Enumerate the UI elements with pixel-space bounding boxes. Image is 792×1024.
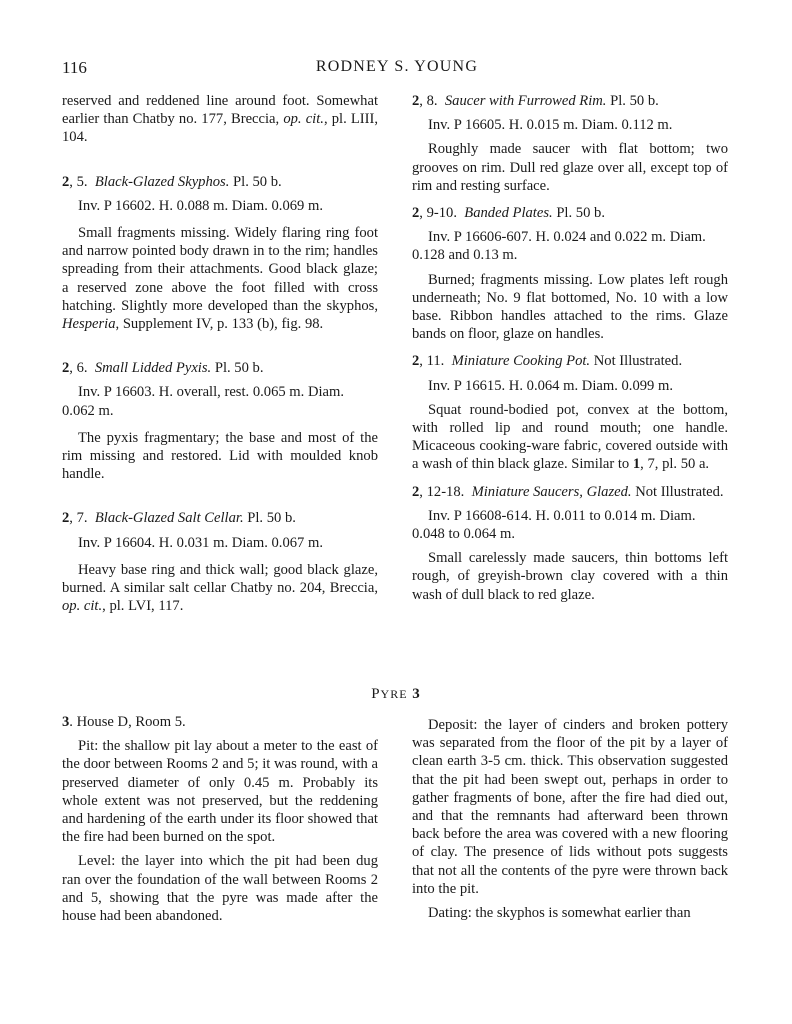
entry-heading-2-11: 2, 11. Miniature Cooking Pot. Not Illustrated. (412, 353, 683, 370)
entry-heading-2-7: 2, 7. Black-Glazed Salt Cellar. Pl. 50 b. (62, 510, 296, 527)
entry-inventory-2-8: Inv. P 16605. H. 0.015 m. Diam. 0.112 m. (428, 117, 673, 134)
left-column (62, 92, 378, 615)
pyre3-right-column (412, 716, 728, 922)
pyre3-location: 3. House D, Room 5. (62, 714, 186, 730)
pyre3-deposit-paragraph: Deposit: the layer of cinders and broken pottery was separated from the floor of the pit by a layer of clean earth 3-5 cm. thick. This observation suggested that the pit had been swept out, perhaps in order to gather fragments of bone, after the fire had died out, and that the remnants had afterward been thrown back before the area was covered with a new flooring of clay. The presence of lids without pots suggests that not all the contents of the pyre were thrown back into the pit. (412, 717, 728, 897)
entry-description-2-5: Small fragments missing. Widely flaring ring foot and narrow pointed body drawn in to the rim; handles spreading from their attachments. Good black glaze; a reserved zone above the foot filled with cross hatching. Slightly more developed than the skyphos, Hesperia, Supplement IV, p. 133 (b), fig. 98. (62, 225, 378, 333)
page-number: 116 (62, 58, 87, 77)
page-header (62, 58, 732, 82)
entry-description-2-9-10: Burned; fragments missing. Low plates left rough underneath; No. 9 flat bottomed, No. 10 with a low base. Ribbon handles attached to the rims. Glaze bands on floor, glaze on handles. (412, 271, 728, 343)
entry-heading-2-9-10: 2, 9-10. Banded Plates. Pl. 50 b. (412, 205, 605, 222)
pyre3-dating-paragraph: Dating: the skyphos is somewhat earlier than (428, 905, 691, 922)
entry-heading-2-12-18: 2, 12-18. Miniature Saucers, Glazed. Not Illustrated. (412, 483, 724, 500)
pyre3-pit-paragraph: Pit: the shallow pit lay about a meter to the east of the door between Rooms 2 and 5; it was round, with a preserved diameter of only 0.45 m. Probably its whole extent was not preserved, but the reddening and hardening of the earth under its floor showed that the fire had been burned on the spot. (62, 738, 378, 846)
entry-description-2-11: Squat round-bodied pot, convex at the bottom, with rolled lip and round mouth; one handle. Micaceous cooking-ware fabric, covered outside with a wash of thin black glaze. Similar to 1, 7, pl. 50 a. (412, 401, 728, 473)
entry-heading-2-5: 2, 5. Black-Glazed Skyphos. Pl. 50 b. (62, 173, 282, 190)
entry-heading-2-8: 2, 8. Saucer with Furrowed Rim. Pl. 50 b. (412, 93, 659, 109)
entry-inventory-2-6: Inv. P 16603. H. overall, rest. 0.065 m. Diam. 0.062 m. (62, 384, 345, 419)
entry-inventory-2-5: Inv. P 16602. H. 0.088 m. Diam. 0.069 m. (78, 197, 323, 214)
continuation-paragraph: reserved and reddened line around foot. Somewhat earlier than Chatby no. 177, Breccia, op. cit., pl. LIII, 104. (62, 93, 378, 146)
pyre3-level-paragraph: Level: the layer into which the pit had been dug ran over the foundation of the wall between Rooms 2 and 5, showing that the pyre was made after the house had been abandoned. (62, 853, 378, 925)
entry-description-2-12-18: Small carelessly made saucers, thin bottoms left rough, of greyish-brown clay covered with a thin wash of dull black to red glaze. (412, 550, 728, 603)
right-column (412, 92, 728, 604)
entry-inventory-2-7: Inv. P 16604. H. 0.031 m. Diam. 0.067 m. (78, 534, 323, 551)
running-title: RODNEY S. YOUNG (315, 58, 479, 75)
entry-inventory-2-9-10: Inv. P 16606-607. H. 0.024 and 0.022 m. Diam. 0.128 and 0.13 m. (412, 229, 706, 264)
entry-description-2-7: Heavy base ring and thick wall; good black glaze, burned. A similar salt cellar Chatby no. 204, Breccia, op. cit., pl. LVI, 117. (62, 561, 378, 615)
entry-description-2-8: Roughly made saucer with flat bottom; two grooves on rim. Dull red glaze over all, except top of rim and resting surface. (412, 141, 728, 194)
section-title: PYRE 3 (371, 686, 421, 702)
entry-inventory-2-12-18: Inv. P 16608-614. H. 0.011 to 0.014 m. Diam. 0.048 to 0.064 m. (412, 507, 696, 543)
entry-inventory-2-11: Inv. P 16615. H. 0.064 m. Diam. 0.099 m. (428, 377, 673, 394)
entry-heading-2-6: 2, 6. Small Lidded Pyxis. Pl. 50 b. (62, 360, 264, 377)
entry-description-2-6: The pyxis fragmentary; the base and most of the rim missing and restored. Lid with moulded knob handle. (62, 429, 378, 483)
pyre3-left-column (62, 713, 378, 925)
